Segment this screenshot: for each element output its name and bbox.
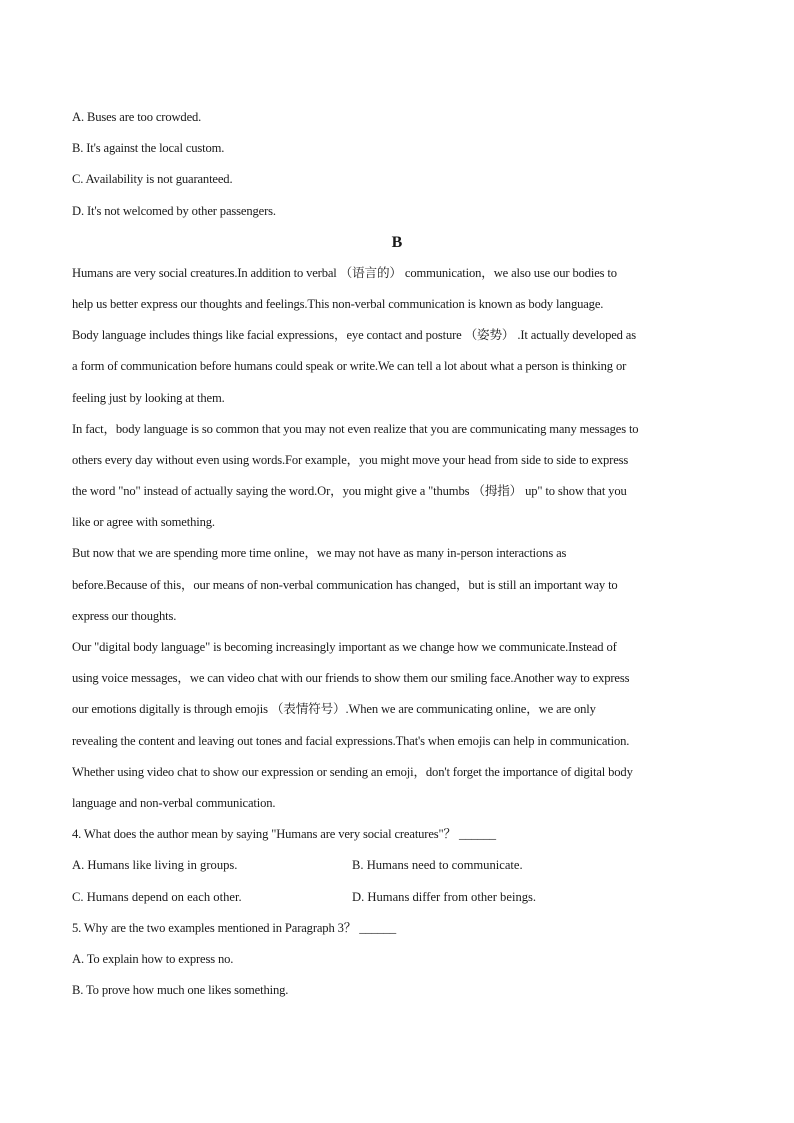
question-4-options-row-2 — [72, 882, 722, 913]
prev-option-d: D. It's not welcomed by other passengers. — [72, 203, 276, 218]
passage-line: help us better express our thoughts and feelings.This non-verbal communication is known as body language. — [72, 296, 604, 311]
passage-line: Body language includes things like facial expressions，eye contact and posture （姿势） .It actually developed as — [72, 328, 636, 343]
passage-line: feeling just by looking at them. — [72, 390, 225, 405]
passage-line: our emotions digitally is through emojis （表情符号）.When we are communicating online，we are only — [72, 702, 596, 717]
question-4-options-row-1 — [72, 850, 722, 881]
passage-line: before.Because of this，our means of non-verbal communication has changed，but is still an important way to — [72, 577, 618, 592]
document-page — [72, 102, 722, 1006]
prev-option-c: C. Availability is not guaranteed. — [72, 172, 233, 187]
section-heading: B — [391, 233, 403, 251]
q4-option-b: B. Humans need to communicate. — [352, 858, 523, 873]
prev-option-b: B. It's against the local custom. — [72, 141, 225, 156]
question-4: 4. What does the author mean by saying "Humans are very social creatures"？ ______ — [72, 827, 496, 842]
passage — [72, 258, 722, 819]
q4-option-c: C. Humans depend on each other. — [72, 889, 242, 904]
passage-line: using voice messages，we can video chat with our friends to show them our smiling face.Another way to express — [72, 671, 630, 686]
prev-option-a: A. Buses are too crowded. — [72, 110, 202, 124]
passage-line: the word "no" instead of actually saying the word.Or，you might give a "thumbs （拇指） up" to show that you — [72, 484, 627, 499]
passage-line: Our "digital body language" is becoming increasingly important as we change how we communicate.Instead of — [72, 640, 617, 654]
q5-option-a: A. To explain how to express no. — [72, 951, 234, 966]
passage-line: But now that we are spending more time online，we may not have as many in-person interactions as — [72, 546, 567, 561]
passage-line: express our thoughts. — [72, 608, 177, 623]
q5-option-b: B. To prove how much one likes something. — [72, 983, 289, 998]
passage-line: revealing the content and leaving out tones and facial expressions.That's when emojis can help in communication. — [72, 733, 630, 748]
passage-line: language and non-verbal communication. — [72, 795, 276, 810]
question-5: 5. Why are the two examples mentioned in Paragraph 3？ ______ — [72, 920, 397, 935]
q4-option-d: D. Humans differ from other beings. — [352, 889, 537, 904]
q4-option-a: A. Humans like living in groups. — [72, 858, 238, 873]
passage-line: Humans are very social creatures.In addition to verbal （语言的） communication，we also use our bodies to — [72, 265, 617, 280]
passage-line: others every day without even using words.For example，you might move your head from side to side to express — [72, 452, 629, 467]
passage-line: like or agree with something. — [72, 515, 215, 530]
passage-line: a form of communication before humans could speak or write.We can tell a lot about what a person is thinking or — [72, 359, 627, 374]
passage-line: In fact，body language is so common that you may not even realize that you are communicating many messages to — [72, 421, 639, 436]
passage-line: Whether using video chat to show our expression or sending an emoji，don't forget the importance of digital body — [72, 764, 633, 779]
